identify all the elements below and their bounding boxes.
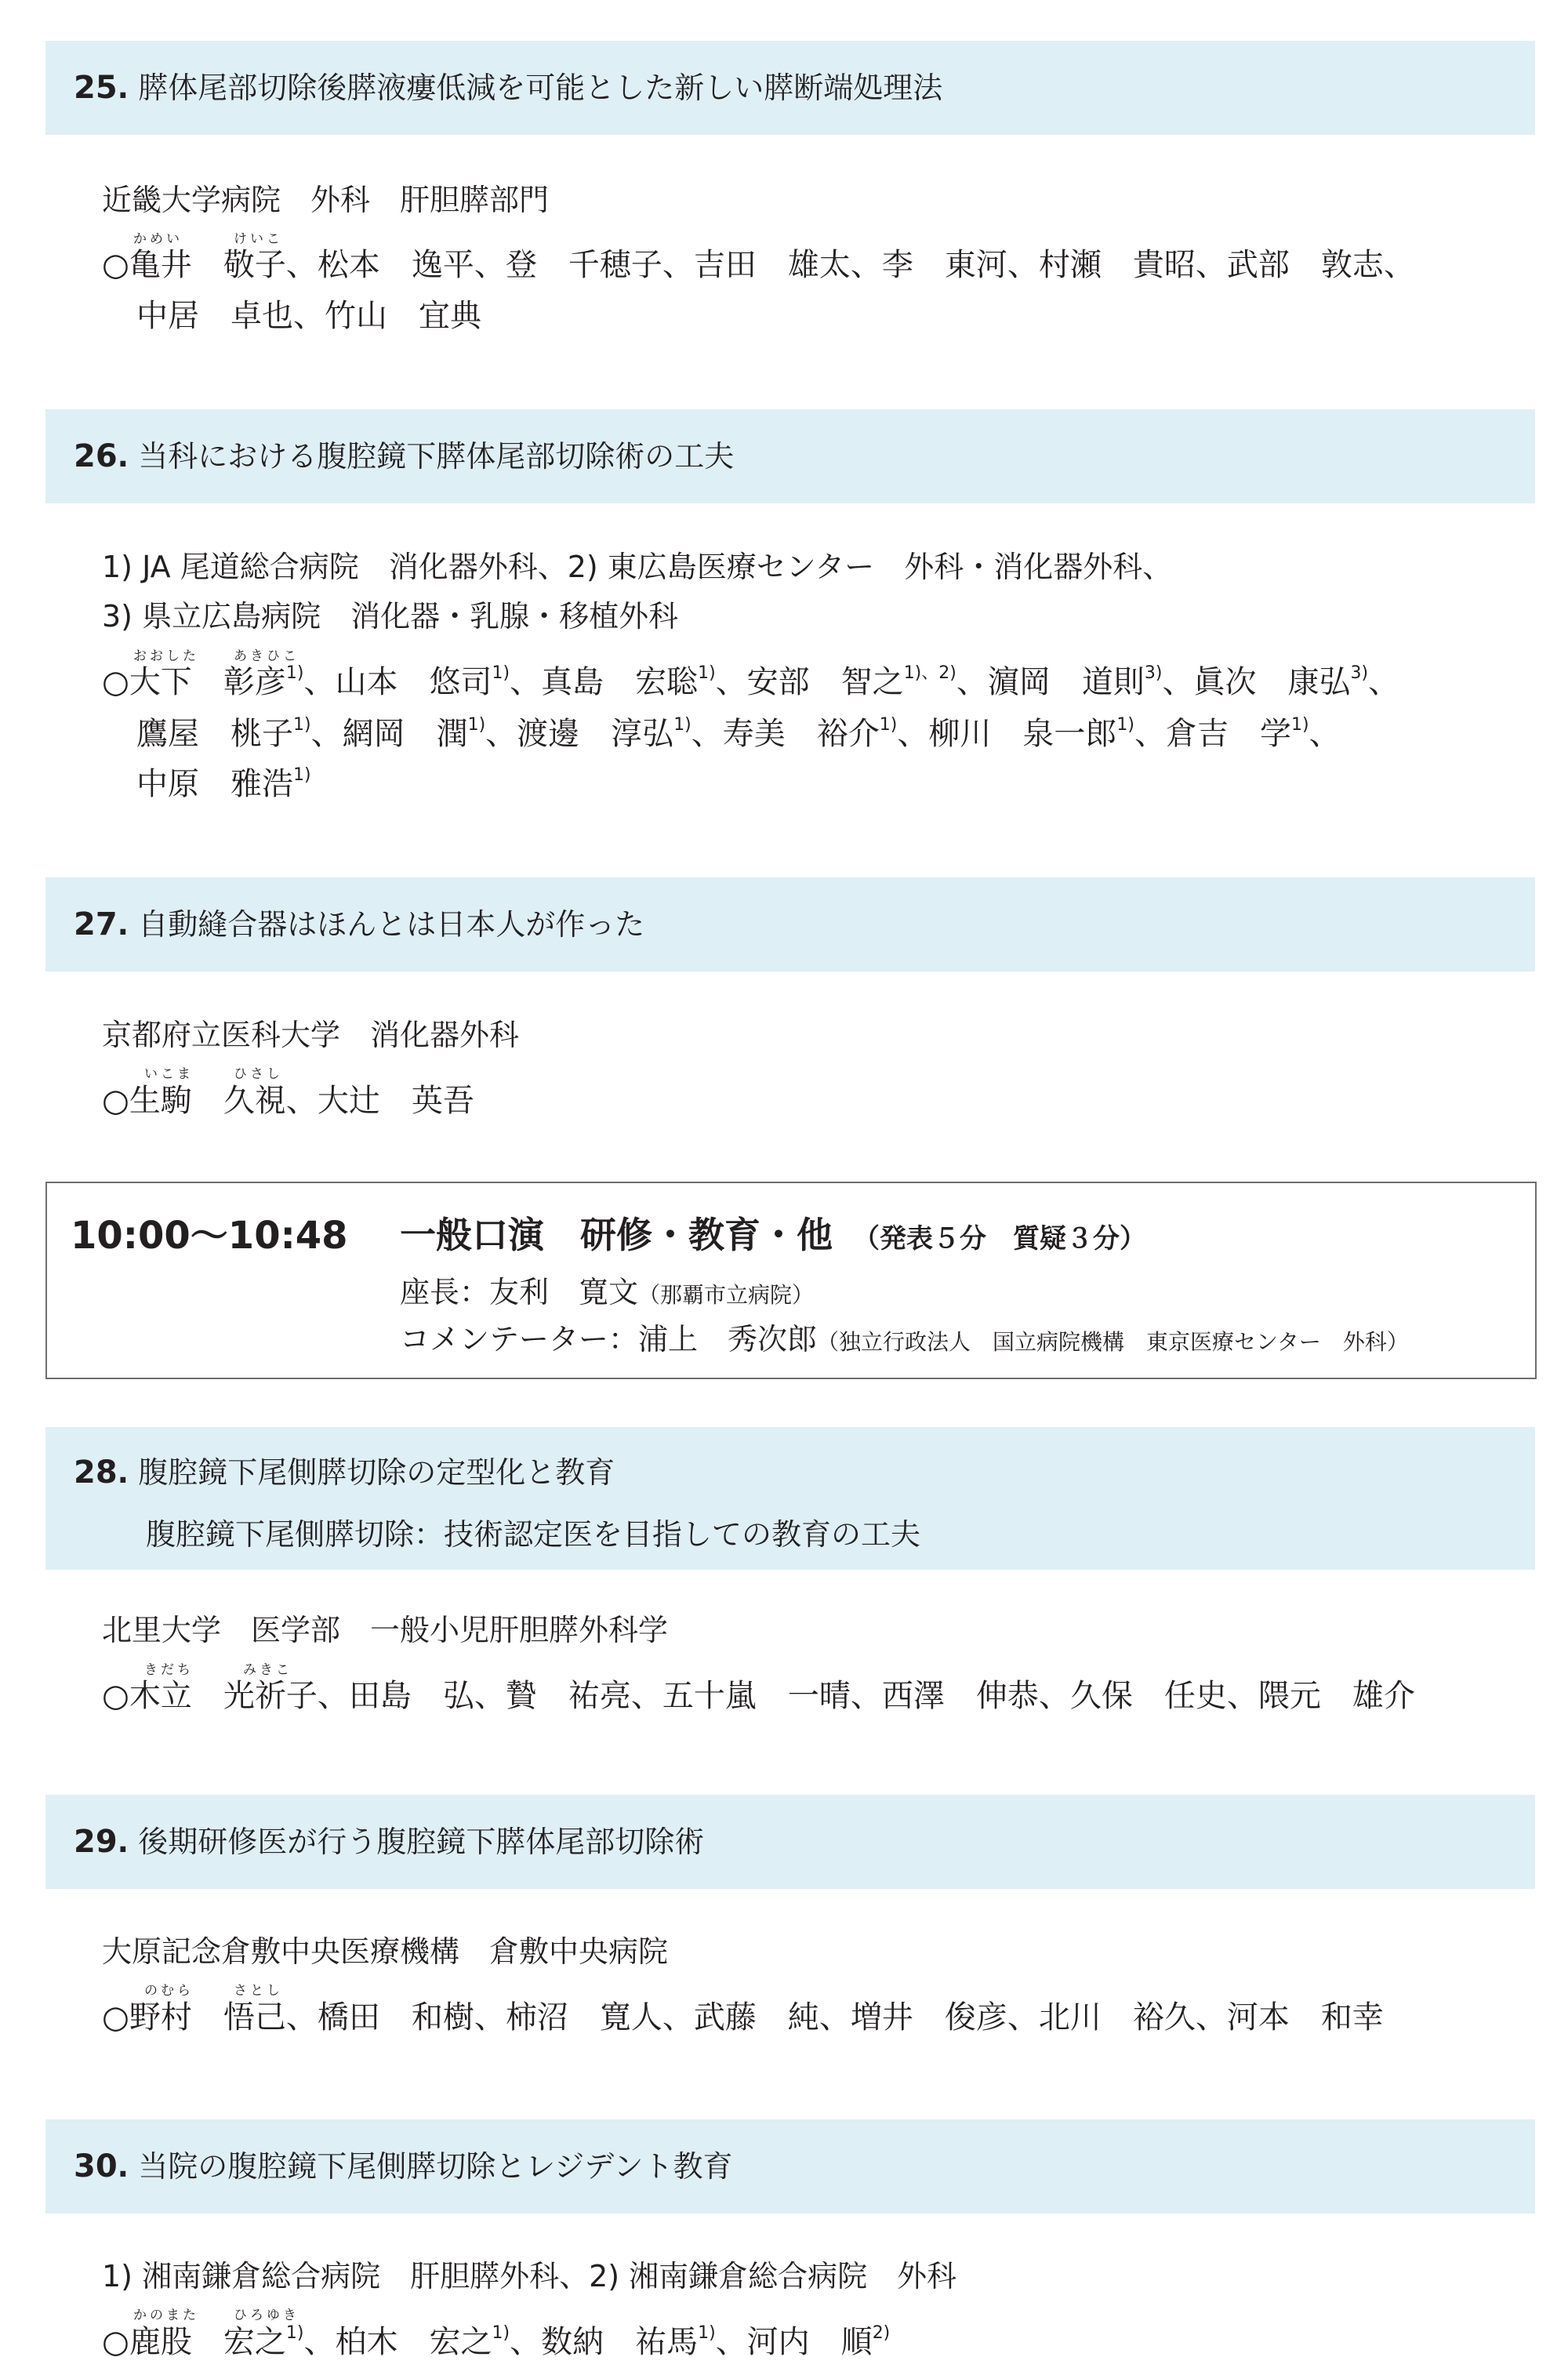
abstract-title: 29. 後期研修医が行う腹腔鏡下膵体尾部切除術 <box>74 1824 705 1860</box>
affiliation-mark: 1) <box>285 663 304 683</box>
abstract-title-text: 当科における腹腔鏡下膵体尾部切除術の工夫 <box>138 439 735 474</box>
session-chair <box>400 1268 814 1311</box>
commentator-name: コメンテーター：浦上 秀次郎 <box>400 1322 818 1356</box>
affiliation: 大原記念倉敷中央医療機構 倉敷中央病院 <box>102 1934 669 1969</box>
author-list <box>136 765 311 802</box>
author-name: 、網岡 潤 <box>310 716 468 752</box>
ruby-reading: さとし <box>234 1983 283 1999</box>
author-name: 、河内 順 <box>715 2324 873 2360</box>
ruby-reading: みきこ <box>243 1662 292 1678</box>
author-name: 、渡邊 淳弘 <box>485 716 674 752</box>
session-format: （発表５分 質疑３分） <box>853 1223 1146 1255</box>
abstract-title: 28. 腹腔鏡下尾側膵切除の定型化と教育 <box>74 1454 615 1491</box>
affiliation-mark: 1)、2) <box>903 663 956 683</box>
affiliation-mark: 1) <box>1116 715 1134 735</box>
author-list: ○生駒 久視、大辻 英吾 <box>102 1083 474 1119</box>
affiliation-mark: 1) <box>698 663 716 683</box>
affiliation: 京都府立医科大学 消化器外科 <box>102 1018 520 1052</box>
abstract-title-text: 当院の腹腔鏡下尾側膵切除とレジデント教育 <box>138 2149 733 2184</box>
affiliation: 1) 湘南鎌倉総合病院 肝胆膵外科、2) 湘南鎌倉総合病院 外科 <box>102 2259 957 2293</box>
session-box <box>45 1182 1537 1379</box>
commentator-affiliation: （独立行政法人 国立病院機構 東京医療センター 外科） <box>817 1329 1409 1355</box>
author-list <box>136 715 1341 752</box>
author-name: 、柳川 泉一郎 <box>897 716 1117 752</box>
affiliation: 1) JA 尾道総合病院 消化器外科、2) 東広島医療センター 外科・消化器外科、 <box>102 550 1173 584</box>
abstract-28-title-band <box>45 1427 1535 1570</box>
session-time: 10:00〜10:48 <box>71 1214 348 1258</box>
abstract-number: 26 <box>74 438 118 474</box>
abstract-title-text: 腹腔鏡下尾側膵切除の定型化と教育 <box>138 1455 615 1490</box>
abstract-title: 27. 自動縫合器はほんとは日本人が作った <box>74 906 645 942</box>
session-title-text: 一般口演 研修・教育・他 <box>400 1214 833 1256</box>
author-list: ○亀井 敬子、松本 逸平、登 千穂子、吉田 雄太、李 東河、村瀬 貴昭、武部 敦志、 <box>102 247 1415 283</box>
affiliation-mark: 1) <box>285 2323 304 2343</box>
author-name: 、山本 悠司 <box>303 664 492 700</box>
ruby-reading: かのまた <box>133 2308 199 2323</box>
author-name: 、眞次 康弘 <box>1162 664 1351 700</box>
abstract-number: 30 <box>74 2148 118 2184</box>
affiliation-mark: 1) <box>467 715 486 735</box>
affiliation-mark: 3) <box>1350 663 1369 683</box>
ruby-reading: おおした <box>133 648 199 664</box>
author-name: 中原 雅浩 <box>136 766 293 802</box>
ruby-reading: いこま <box>144 1066 194 1082</box>
ruby-reading: ひさし <box>234 1066 283 1082</box>
abstract-27-title-band <box>45 877 1535 971</box>
author-name: 、柏木 宏之 <box>303 2324 492 2360</box>
ruby-reading: あきひこ <box>234 648 299 664</box>
affiliation-mark: 1) <box>698 2323 716 2343</box>
session-title <box>400 1207 1146 1258</box>
author-name: 、濵岡 道則 <box>956 664 1145 700</box>
chair-affiliation: （那覇市立病院） <box>638 1282 815 1308</box>
abstract-26-title-band <box>45 409 1535 503</box>
abstract-number: 25 <box>74 70 118 106</box>
author-name: 、 <box>1308 716 1341 752</box>
abstract-title: 25. 膵体尾部切除後膵液瘻低減を可能とした新しい膵断端処理法 <box>74 70 943 106</box>
author-name: 、安部 智之 <box>715 664 904 700</box>
ruby-reading: きだち <box>144 1662 194 1678</box>
author-list <box>102 2323 891 2360</box>
abstract-30-title-band <box>45 2119 1535 2213</box>
affiliation-mark: 2) <box>872 2323 891 2343</box>
ruby-reading: のむら <box>144 1983 194 1999</box>
abstract-title: 30. 当院の腹腔鏡下尾側膵切除とレジデント教育 <box>74 2148 733 2184</box>
author-name: ○大下 彰彦 <box>102 664 286 700</box>
abstract-title-text: 膵体尾部切除後膵液瘻低減を可能とした新しい膵断端処理法 <box>138 71 943 105</box>
abstract-title-text: 自動縫合器はほんとは日本人が作った <box>138 907 645 942</box>
ruby-reading: ひろゆき <box>234 2308 299 2323</box>
author-list: ○野村 悟己、橋田 和樹、柿沼 寛人、武藤 純、増井 俊彦、北川 裕久、河本 和幸 <box>102 1999 1384 2035</box>
affiliation: 北里大学 医学部 一般小児肝胆膵外科学 <box>102 1613 669 1647</box>
abstract-29-title-band <box>45 1795 1535 1889</box>
author-list <box>102 663 1400 700</box>
abstract-number: 29 <box>74 1824 118 1860</box>
author-name: 、真島 宏聡 <box>510 664 699 700</box>
author-name: 鷹屋 桃子 <box>136 716 293 752</box>
affiliation-mark: 1) <box>492 663 510 683</box>
chair-name: 座長：友利 寛文 <box>400 1275 639 1309</box>
ruby-reading: かめい <box>133 231 183 247</box>
author-name: 、 <box>1368 664 1400 700</box>
abstract-title-text: 後期研修医が行う腹腔鏡下膵体尾部切除術 <box>138 1825 705 1859</box>
affiliation-mark: 1) <box>879 715 898 735</box>
ruby-reading: けいこ <box>234 231 283 247</box>
author-name: 、倉吉 学 <box>1134 716 1291 752</box>
abstract-title: 26. 当科における腹腔鏡下膵体尾部切除術の工夫 <box>74 438 735 474</box>
abstract-25-title-band <box>45 41 1535 135</box>
affiliation-mark: 1) <box>1290 715 1309 735</box>
abstract-number: 28 <box>74 1454 118 1491</box>
affiliation: 3) 県立広島病院 消化器・乳腺・移植外科 <box>102 599 679 634</box>
affiliation-mark: 1) <box>293 715 311 735</box>
author-list: ○木立 光祈子、田島 弘、贄 祐亮、五十嵐 一晴、西澤 伸恭、久保 任史、隈元 雄介 <box>102 1678 1415 1714</box>
affiliation-mark: 1) <box>293 765 311 785</box>
author-name: 、数納 祐馬 <box>510 2324 699 2360</box>
affiliation-mark: 1) <box>673 715 691 735</box>
author-name: 、寿美 裕介 <box>691 716 880 752</box>
author-list: 中居 卓也、竹山 宜典 <box>136 298 481 334</box>
affiliation: 近畿大学病院 外科 肝胆膵部門 <box>102 183 550 217</box>
session-commentator <box>400 1315 1409 1358</box>
affiliation-mark: 1) <box>492 2323 510 2343</box>
abstract-number: 27 <box>74 906 118 942</box>
affiliation-mark: 3) <box>1144 663 1163 683</box>
abstract-subtitle: 腹腔鏡下尾側膵切除：技術認定医を目指しての教育の工夫 <box>146 1517 921 1552</box>
author-name: ○鹿股 宏之 <box>102 2324 286 2360</box>
